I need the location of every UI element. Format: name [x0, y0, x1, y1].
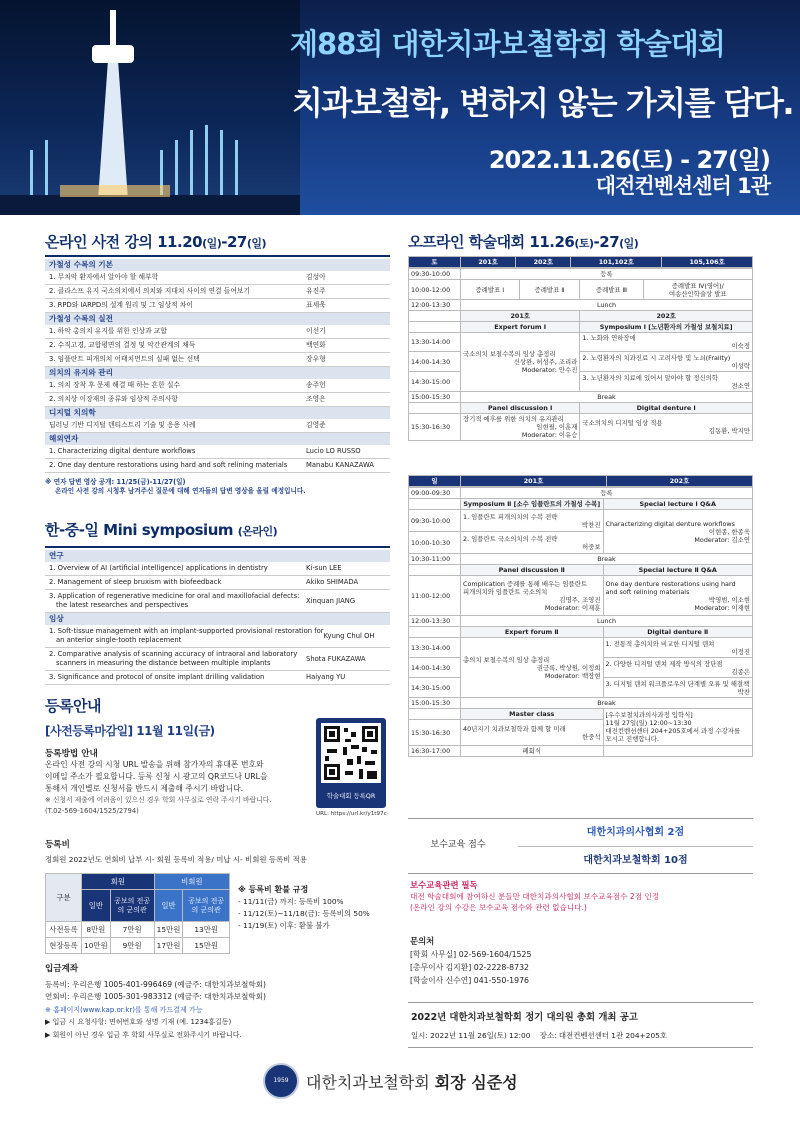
mini-symposium-section	[45, 519, 390, 685]
mini-lecture-row: 3. Significance and protocol of onsite implant drilling validation Haiyang YU	[45, 671, 390, 685]
online-lecture-row: 2. 수직고경, 교합평면의 결정 및 악간관계의 채득 백연화	[45, 339, 390, 353]
credit-kap: 대한치과보철학회 10점	[583, 855, 688, 866]
online-lecture-row: 2. 클라스프 유지 국소의치에서 의치와 지대치 사이의 연결 들여보기 유진주	[45, 285, 390, 299]
online-lecture-list	[45, 259, 390, 473]
reg-title: 등록안내	[45, 697, 101, 715]
schedule-row: 09:30-10:00 등록	[409, 269, 753, 280]
schedule-row: Expert forum Ⅰ Symposium Ⅰ [노년환자의 가철성 보철치료]	[409, 322, 753, 333]
online-note: ※ 연자 답변 영상 공개: 11/25(금)-11/27(일) 온라인 사전 강의 시청후 남겨주신 질문에 대해 연자들의 답변 영상을 올릴 예정입니다.	[45, 478, 306, 495]
saturday-program: 토 201호 202호 101,102호 105,106호 09:30-10:00 등록 10:00-12:00 증례발표 Ⅰ 증례발표 Ⅱ 증례발표 Ⅲ 증례발표 Ⅳ(영어)/ 여송산인학술상 발표 12:00-13:30 Lunch 201호 202호 Expert forum Ⅰ Symposium Ⅰ [노년환자의 가철성 보철치료] 13:30-14:00 국소의치 보철수복의 임상 총정리 신상완, 허성주, 조리라 Moderator: 안수진 1. 노화와 연하장애 이숙정 14:00-14:30 2. 노령환자의 치과진료 시 고려사항 및 노쇠(Frailty) 이성락 14:30-15:00 3. 노년환자의 치료에 있어서 알아야 할 정신의학 전소연 15:00-15:30 Break Panel discussion Ⅰ Digital denture Ⅰ 15:30-16:30 장기적 예후를 위한 의치의 유지관리 임현필, 이훈재 Moderator: 이유승 국소의치의 디지털 임상 적용 김동환, 박지만	[408, 256, 753, 441]
qr-url[interactable]: URL: https://url.kr/y1t97c	[316, 811, 387, 817]
online-lecture-row: 1. 무치악 환자에서 알아야 할 해부학 김성아	[45, 271, 390, 285]
conference-slogan: 치과보철학, 변하지 않는 가치를 담다.	[292, 84, 794, 122]
fee-col-resident-nm: 공보의 전공의 군의관	[183, 890, 230, 922]
footer-signature: 대한치과보철학회 회장 심준성	[306, 1073, 518, 1092]
schedule-row: 10:30-11:00 Break	[409, 554, 753, 565]
online-lecture-row: 2. 의치상 이장재의 종류와 임상적 주의사항 조영은	[45, 393, 390, 407]
credit-label: 보수교육 점수	[430, 840, 486, 850]
fee-col-nonmember: 비회원	[154, 874, 229, 890]
online-lecture-row: 3. 임플란트 피개의치 어태치먼트의 실패 없는 선택 장우형	[45, 353, 390, 367]
fee-col-general-nm: 일반	[154, 890, 183, 922]
mini-group-heading: 임상	[45, 613, 390, 625]
schedule-row: 10:00-12:00 증례발표 Ⅰ 증례발표 Ⅱ 증례발표 Ⅲ 증례발표 Ⅳ(영어)/ 여송산인학술상 발표	[409, 280, 753, 300]
fee-col-resident: 공보의 전공의 군의관	[110, 890, 154, 922]
online-group-heading: 가철성 수복의 실전	[45, 313, 390, 325]
fee-row-onsite: 현장등록 10만원 9만원 17만원 15만원	[46, 938, 230, 954]
schedule-row: 13:30-14:00 총의치 보철수복의 임상 총정리 권긍록, 박상원, 이정희 Moderator: 백장현 1. 전통적 총의치와 비교한 디지털 덴쳐 이정진	[409, 638, 753, 658]
reg-method-heading: 등록방법 안내	[45, 749, 98, 759]
credit-box	[408, 818, 753, 874]
schedule-row: 15:00-15:30 Break	[409, 392, 753, 403]
credit-kda: 대한치과의사협회 2점	[518, 819, 753, 847]
online-title: 온라인 사전 강의 11.20(일)-27(일)	[45, 233, 267, 251]
conference-title: 제88회 대한치과보철학회 학술대회	[290, 27, 725, 61]
mini-group-heading: 연구	[45, 550, 390, 562]
conference-date: 2022.11.26(토) - 27(일)	[488, 146, 770, 174]
schedule-row: 16:30-17:00 폐회식	[409, 746, 753, 757]
bank-section: 입금계좌 등록비: 우리은행 1005-401-996469 (예금주: 대한치과보철학회) 연회비: 우리은행 1005-301-983312 (예금주: 대한치과보철학회) ※ 홈페이지(www.kap.or.kr)를 통해 카드결제 가능 ▶ 입금 시 요청사항: 면허번호와 성명 기재 (예. 1234홍길동) ▶ 회원이 아닌 경우 입금 후 학회 사무실로 전화주시기 바랍니다.	[45, 964, 267, 1039]
online-lecture-row: 딥러닝 기반 디지털 덴티스트리 기술 및 응용 사례 김영준	[45, 419, 390, 433]
conference-venue: 대전컨벤션센터 1관	[595, 174, 770, 198]
schedule-row: Symposium Ⅱ [소수 임플란트의 가철성 수복] Special lecture Ⅰ Q&A	[409, 499, 753, 510]
fee-table	[45, 873, 230, 954]
schedule-row: 15:30-16:30 40년지기 치과보철학과 함께 할 미래 한중석	[409, 720, 753, 746]
online-lecture-row: 1. Characterizing digital denture workflows Lucio LO RUSSO	[45, 445, 390, 459]
schedule-row: 14:30-15:00 3. 노년환자의 치료에 있어서 알아야 할 정신의학 전소연	[409, 372, 753, 392]
online-group-heading: 해외연자	[45, 433, 390, 445]
fee-section	[45, 838, 390, 865]
schedule-row: 12:00-13:30 Lunch	[409, 300, 753, 311]
mini-lecture-row: 1. Soft-tissue management with an implant-supported provisional restoration for an anterior single-tooth replacement Kyung Chul OH	[45, 625, 390, 648]
reg-method-note: ※ 신청서 제출에 어려움이 있으신 경우 학회 사무실로 연락 주시기 바랍니다. (T.02-569-1604/1525/2794)	[45, 796, 272, 815]
online-lecture-row: 2. One day denture restorations using hard and soft relining materials Manabu KANAZAWA	[45, 459, 390, 473]
society-seal-icon: 1959	[263, 1063, 299, 1099]
sunday-program: 일 201호 202호 09:00-09:30 등록 Symposium Ⅱ [소수 임플란트의 가철성 수복] Special lecture Ⅰ Q&A 09:30-10:00 1. 임플란트 피개의치의 수복 전략 박찬진 Characterizing digital denture workflows 이현종, 한종욱 Moderator: 김소연 10:00-10:30 2. 임플란트 국소의치의 수복 전략 허중보 10:30-11:00 Break Panel discussion Ⅱ Special lecture Ⅱ Q&A 11:00-12:00 Complication 증례를 통해 배우는 임플란트 피개의치와 임플란트 국소의치 김명주, 조영진 Moderator: 이재훈 One day denture restorations using hard and soft relining materials 박영범, 이소현 Moderator: 이재현 12:00-13:30 Lunch Expert forum Ⅱ Digital denture Ⅱ 13:30-14:00 총의치 보철수복의 임상 총정리 권긍록, 박상원, 이정희 Moderator: 백장현 1. 전통적 총의치와 비교한 디지털 덴쳐 이정진 14:00-14:30 2. 다양한 디지털 덴쳐 제작 방식의 장단점 김종은 14:30-15:00 3. 디지털 덴쳐 워크플로우의 단계별 오류 및 해결책 박찬 15:00-15:30 Break Master class [우수보철치과의사과정 입학식] 11월 27일(일) 12:00~13:30 대전컨벤션센터 204+205호에서 과정 수강자를 모시고 진행합니다. 15:30-16:30 40년지기 치과보철학과 함께 할 미래 한중석 16:30-17:00 폐회식	[408, 475, 753, 757]
mini-lecture-list	[45, 550, 390, 685]
mini-lecture-row: 2. Management of sleep bruxism with biofeedback Akiko SHIMADA	[45, 576, 390, 590]
tower-photo	[0, 0, 300, 215]
must-read: 보수교육관련 필독 대전 학술대회에 참여하신 분들만 대한치과의사협회 보수교육점수 2점 인정 (온라인 강의 수강은 보수교육 점수와 관련 없습니다.)	[410, 880, 660, 912]
mini-lecture-row: 2. Comparative analysis of scanning accuracy of intraoral and laboratory scanners in measuring the distance between multiple implants Shota FUKAZAWA	[45, 648, 390, 671]
qr-code-icon	[321, 723, 381, 783]
online-lecture-row: 1. 의치 장착 후 문제 해결 때 하는 흔한 실수 송주헌	[45, 379, 390, 393]
reg-deadline: [사전등록마감일] 11월 11일(금)	[45, 724, 215, 738]
online-group-heading: 가철성 수복의 기본	[45, 259, 390, 271]
schedule-row: Master class [우수보철치과의사과정 입학식] 11월 27일(일) 12:00~13:30 대전컨벤션센터 204+205호에서 과정 수강자를 모시고 진행합니다.	[409, 709, 753, 720]
schedule-row: 201호 202호	[409, 311, 753, 322]
schedule-row: 14:00-14:30 2. 노령환자의 치과진료 시 고려사항 및 노쇠(Frailty) 이성락	[409, 352, 753, 372]
schedule-row: 09:30-10:00 1. 임플란트 피개의치의 수복 전략 박찬진 Characterizing digital denture workflows 이현종, 한종욱 Moderator: 김소연	[409, 510, 753, 532]
mini-title: 한-중-일 Mini symposium (온라인)	[45, 521, 278, 539]
qr-box[interactable]	[316, 718, 386, 808]
schedule-row: 11:00-12:00 Complication 증례를 통해 배우는 임플란트 피개의치와 임플란트 국소의치 김명주, 조영진 Moderator: 이재훈 One day denture restorations using hard and soft relining materials 박영범, 이소현 Moderator: 이재현	[409, 576, 753, 616]
assembly-notice: 2022년 대한치과보철학회 정기 대의원 총회 개최 공고 일시: 2022년 11월 26일(토) 12:00 장소: 대전컨벤션센터 1관 204+205호	[408, 1002, 753, 1048]
reg-method-text: 온라인 사전 강의 시청 URL 발송을 위해 참가자의 휴대폰 번호와 이메일 주소가 필요합니다. 등록 신청 시 광고의 QR코드나 URL을 통해서 개인별로 신청서를 반드시 제출해 주시기 바랍니다.	[45, 760, 268, 793]
contact-section: 문의처 [학회 사무실] 02-569-1604/1525 [총무이사 김지환] 02-2228-8732 [학술이사 신수연] 041-550-1976	[410, 936, 532, 985]
footer	[0, 1058, 800, 1118]
schedule-row: 12:00-13:30 Lunch	[409, 616, 753, 627]
online-section	[45, 231, 390, 496]
schedule-row: 10:00-10:30 2. 임플란트 국소의치의 수복 전략 허중보	[409, 532, 753, 554]
offline-section	[408, 231, 753, 252]
offline-title: 오프라인 학술대회 11.26(토)-27(일)	[408, 233, 639, 251]
schedule-row: 09:00-09:30 등록	[409, 488, 753, 499]
schedule-row: Panel discussion Ⅰ Digital denture Ⅰ	[409, 403, 753, 414]
fee-description: 정회원 2022년도 연회비 납부 시- 회원 등록비 적용/ 미납 시- 비회원 등록비 적용	[45, 855, 307, 864]
fee-heading: 등록비	[45, 840, 70, 850]
online-group-heading: 디지털 치의학	[45, 407, 390, 419]
schedule-row: 15:00-15:30 Break	[409, 698, 753, 709]
mini-lecture-row: 3. Application of regenerative medicine for oral and maxillofacial defects: the latest researches and perspectives Xinquan JIANG	[45, 590, 390, 613]
online-lecture-row: 1. 하악 총의치 유지를 위한 인상과 교합 이선기	[45, 325, 390, 339]
header-banner	[0, 0, 800, 215]
schedule-row: 14:30-15:00 3. 디지털 덴쳐 워크플로우의 단계별 오류 및 해결책 박찬	[409, 678, 753, 698]
online-group-heading: 의치의 유지와 관리	[45, 367, 390, 379]
refund-policy: ※ 등록비 환불 규정 - 11/11(금) 까지: 등록비 100% - 11/12(토)~11/18(금): 등록비의 50% - 11/19(토) 이후: 환불 불가	[238, 885, 370, 930]
schedule-row: Expert forum Ⅱ Digital denture Ⅱ	[409, 627, 753, 638]
fee-col-general: 일반	[82, 890, 111, 922]
fee-col-member: 회원	[82, 874, 155, 890]
online-lecture-row: 3. RPD와 IARPD의 설계 원리 및 그 임상적 차이 표세욱	[45, 299, 390, 313]
mini-lecture-row: 1. Overview of AI (artificial intelligence) applications in dentistry Ki-sun LEE	[45, 562, 390, 576]
schedule-row: Panel discussion Ⅱ Special lecture Ⅱ Q&A	[409, 565, 753, 576]
fee-row-pre: 사전등록 8만원 7만원 15만원 13만원	[46, 922, 230, 938]
schedule-row: 15:30-16:30 장기적 예후를 위한 의치의 유지관리 임현필, 이훈재 Moderator: 이유승 국소의치의 디지털 임상 적용 김동환, 박지만	[409, 414, 753, 441]
fee-col-gubun: 구분	[46, 874, 82, 922]
qr-label: 학술대회 등록QR	[326, 792, 376, 800]
schedule-row: 13:30-14:00 국소의치 보철수복의 임상 총정리 신상완, 허성주, 조리라 Moderator: 안수진 1. 노화와 연하장애 이숙정	[409, 333, 753, 352]
schedule-row: 14:00-14:30 2. 다양한 디지털 덴쳐 제작 방식의 장단점 김종은	[409, 658, 753, 678]
